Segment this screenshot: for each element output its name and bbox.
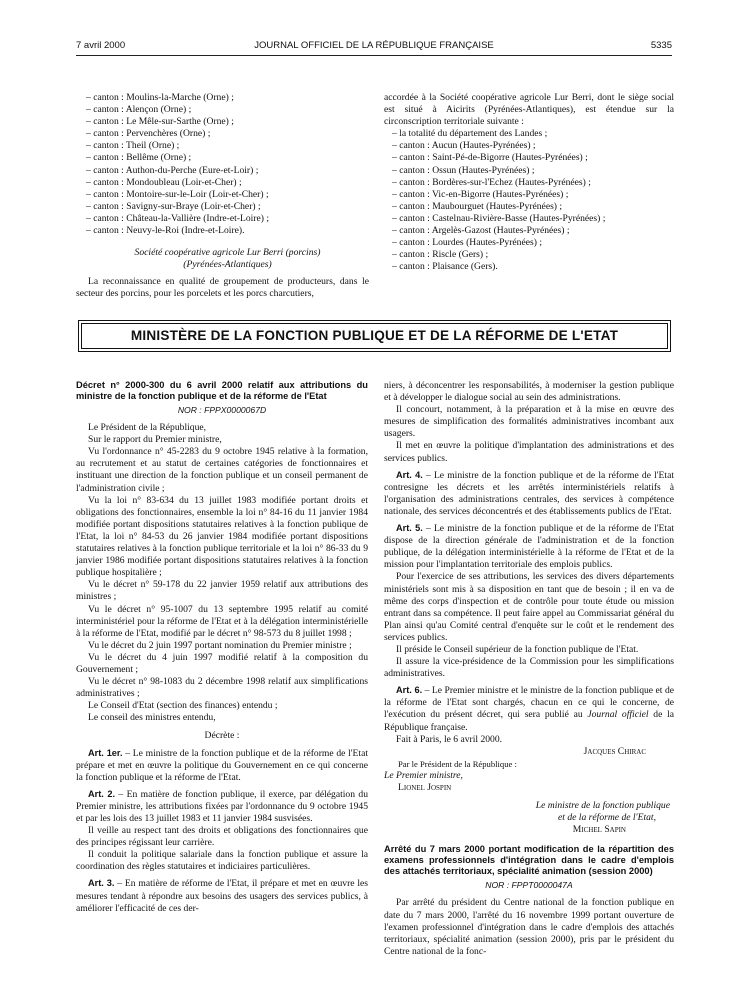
territory-item: – la totalité du département des Landes ; bbox=[392, 128, 548, 140]
article-paragraph: Il concourt, notamment, à la préparation et à la mise en œuvre des mesures de simplification des formalités administratives incombant aux usagers. bbox=[384, 404, 674, 440]
top-right-column bbox=[384, 92, 674, 273]
canton-line: – canton : Montoire-sur-le-Loir (Loir-et-Cher) ; bbox=[86, 188, 269, 200]
decree-paragraph: Le Conseil d'Etat (section des finances) entendu ; bbox=[88, 700, 278, 712]
header-journal-title: JOURNAL OFFICIEL DE LA RÉPUBLIQUE FRANÇAISE bbox=[254, 40, 494, 51]
fait-a-paris: Fait à Paris, le 6 avril 2000. bbox=[396, 733, 503, 745]
arrete-nor: NOR : FPPT0000047A bbox=[485, 880, 573, 891]
decree-title: Décret n° 2000-300 du 6 avril 2000 relatif aux attributions du ministre de la fonction publique et de la réforme de l'Etat bbox=[76, 380, 368, 401]
decree-paragraph: Vu le décret n° 98-1083 du 2 décembre 1998 relatif aux simplifications administratives ; bbox=[76, 676, 368, 700]
decree-paragraph: Vu l'ordonnance n° 45-2283 du 9 octobre 1945 relative à la formation, au recrutement et au statut de certaines catégories de fonctionnaires et instituant une direction de la fonction publique et un conseil permanent de l'administration civile ; bbox=[76, 446, 368, 494]
canton-line: – canton : Bellême (Orne) ; bbox=[86, 152, 192, 164]
canton-line: – canton : Alençon (Orne) ; bbox=[86, 104, 192, 116]
article-text: – Le ministre de la fonction publique et de la réforme de l'Etat dispose de la direction générale de l'administration et de la fonction publique, de la délégation interministérielle à la réforme de l'Etat et de la mission pour l'implantation territoriale des emplois publics. bbox=[384, 523, 674, 571]
coop-paragraph: La reconnaissance en qualité de groupement de producteurs, dans le secteur des porcins, pour les porcelets et les porcs charcutiers, bbox=[76, 276, 369, 300]
canton-line: – canton : Neuvy-le-Roi (Indre-et-Loire). bbox=[86, 225, 245, 237]
header-page-number: 5335 bbox=[650, 40, 672, 51]
page-header bbox=[76, 40, 672, 54]
journal-officiel-italic: Journal officiel bbox=[587, 709, 649, 721]
article-paragraph: Pour l'exercice de ses attributions, les services des divers départements ministériels sont mis à sa disposition en tant que de besoin ; il en va de même des corps d'inspection et de contrôle pour toute étude ou mission entrant dans sa compétence. Il peut faire appel au Commissariat général du Plan ainsi qu'au Comité central d'enquête sur le coût et le rendement des services publics. bbox=[384, 571, 674, 643]
decree-paragraph: Vu le décret n° 95-1007 du 13 septembre 1995 relatif au comité interministériel pour la réforme de l'Etat et à la délégation interministérielle à la réforme de l'Etat, modifié par le décret n° 98-573 du 8 juillet 1998 ; bbox=[76, 603, 368, 639]
arrete-title: Arrêté du 7 mars 2000 portant modification de la répartition des examens professionnels d'intégration dans le cadre d'emplois des attachés territoriaux, spécialité animation (session 2000) bbox=[384, 844, 674, 877]
canton-line: – canton : Savigny-sur-Braye (Loir-et-Cher) ; bbox=[86, 200, 261, 212]
ministre-title: Le ministre de la fonction publique bbox=[535, 800, 670, 812]
article-paragraph: Il conduit la politique salariale dans la fonction publique et assure la coordination des règles statutaires et indiciaires particulières. bbox=[76, 849, 368, 873]
ministre-name: Michel Sapin bbox=[572, 824, 626, 836]
territory-item: – canton : Bordères-sur-l'Echez (Hautes-Pyrénées) ; bbox=[392, 176, 591, 188]
ministry-banner: MINISTÈRE DE LA FONCTION PUBLIQUE ET DE LA RÉFORME DE L'ETAT bbox=[81, 323, 668, 349]
par-le-president: Par le Président de la République : bbox=[398, 758, 517, 769]
decrete-heading: Décrète : bbox=[204, 730, 240, 742]
decree-right-column bbox=[384, 380, 674, 958]
article-3 bbox=[76, 877, 368, 914]
canton-line: – canton : Le Mêle-sur-Sarthe (Orne) ; bbox=[86, 116, 234, 128]
territory-item: – canton : Saint-Pé-de-Bigorre (Hautes-Pyrénées) ; bbox=[392, 152, 588, 164]
signature-president: Jacques Chirac bbox=[583, 745, 646, 757]
article-5 bbox=[384, 522, 674, 571]
territory-item: – canton : Aucun (Hautes-Pyrénées) ; bbox=[392, 140, 536, 152]
article-text: – En matière de réforme de l'Etat, il prépare et met en œuvre les mesures tendant à répondre aux besoins des usagers des services publics, à améliorer l'efficacité de ces der- bbox=[76, 878, 368, 914]
decree-paragraph: Le Président de la République, bbox=[88, 422, 207, 434]
territory-item: – canton : Argelès-Gazost (Hautes-Pyrénées) ; bbox=[392, 225, 570, 237]
decree-left-column bbox=[76, 380, 368, 915]
canton-line: – canton : Château-la-Vallière (Indre-et-Loire) ; bbox=[86, 212, 269, 224]
decree-paragraph: Sur le rapport du Premier ministre, bbox=[88, 434, 222, 446]
article-label: Art. 3. bbox=[88, 878, 115, 889]
territory-item: – canton : Maubourguet (Hautes-Pyrénées) ; bbox=[392, 200, 563, 212]
canton-line: – canton : Authon-du-Perche (Eure-et-Loir) ; bbox=[86, 164, 259, 176]
decree-nor: NOR : FPPX0000067D bbox=[177, 405, 267, 415]
canton-line: – canton : Mondoubleau (Loir-et-Cher) ; bbox=[86, 176, 242, 188]
article-4 bbox=[384, 469, 674, 518]
article-text: – Le ministre de la fonction publique et de la réforme de l'Etat prépare et met en œuvre la politique du Gouvernement en ce qui concerne la fonction publique et la réforme de l'Etat. bbox=[76, 747, 368, 783]
article-text: – Le Premier ministre et le ministre de la fonction publique et de la réforme de l'Etat sont chargés, chacun en ce qui le concerne, de l'exécution du présent décret, qui sera publié au bbox=[384, 685, 674, 721]
header-rule bbox=[76, 55, 672, 56]
decree-paragraph: Vu la loi n° 83-634 du 13 juillet 1983 modifiée portant droits et obligations des fonctionnaires, ensemble la loi n° 84-16 du 11 janvier 1984 modifiée portant dispositions statutaires relatives à la fonction publique de l'Etat, la loi n° 84-53 du 26 janvier 1984 modifiée portant dispositions statutaires relatives à la fonction publique territoriale et la loi n° 86-33 du 9 janvier 1986 modifiée portant dispositions statutaires relatives à la fonction publique hospitalière ; bbox=[76, 494, 368, 579]
article-label: Art. 2. bbox=[88, 788, 116, 799]
article-label: Art. 5. bbox=[396, 523, 423, 534]
article-2 bbox=[76, 788, 368, 825]
article-label: Art. 4. bbox=[396, 469, 423, 480]
top-left-column bbox=[76, 92, 369, 301]
coop-subtitle: (Pyrénées-Atlantiques) bbox=[183, 259, 272, 271]
territory-item: – canton : Ossun (Hautes-Pyrénées) ; bbox=[392, 164, 535, 176]
premier-ministre-name: Lionel Jospin bbox=[398, 782, 452, 793]
extension-intro: accordée à la Société coopérative agricole Lur Berri, dont le siège social est situé à Aicirits (Pyrénées-Atlantiques), est étendue sur la circonscription territoriale suivante : bbox=[384, 92, 674, 128]
article-label: Art. 6. bbox=[396, 685, 423, 696]
territory-item: – canton : Lourdes (Hautes-Pyrénées) ; bbox=[392, 237, 542, 249]
article-paragraph: Il préside le Conseil supérieur de la fonction publique de l'Etat. bbox=[396, 643, 639, 655]
ministre-title: et de la réforme de l'Etat, bbox=[558, 812, 656, 824]
article-1 bbox=[76, 747, 368, 784]
article-6 bbox=[384, 684, 674, 733]
canton-line: – canton : Theil (Orne) ; bbox=[86, 140, 180, 152]
territory-item: – canton : Plaisance (Gers). bbox=[392, 261, 498, 273]
decree-paragraph: Le conseil des ministres entendu, bbox=[88, 712, 216, 724]
article-paragraph: niers, à déconcentrer les responsabilités, à moderniser la gestion publique et à développer le dialogue social au sein des administrations. bbox=[384, 380, 674, 404]
article-text: – En matière de fonction publique, il exerce, par délégation du Premier ministre, les attributions fixées par l'ordonnance du 9 octobre 1945 et par les lois des 13 juillet 1983 et 11 janvier 1984 susvisées. bbox=[76, 788, 368, 824]
canton-line: – canton : Pervenchères (Orne) ; bbox=[86, 128, 211, 140]
article-paragraph: Il met en œuvre la politique d'implantation des administrations et des services publics. bbox=[384, 440, 674, 464]
premier-ministre-title: Le Premier ministre, bbox=[384, 769, 463, 781]
territory-item: – canton : Castelnau-Rivière-Basse (Hautes-Pyrénées) ; bbox=[392, 212, 606, 224]
decree-paragraph: Vu le décret n° 59-178 du 22 janvier 1959 relatif aux attributions des ministres ; bbox=[76, 579, 368, 603]
arrete-text: Par arrêté du président du Centre national de la fonction publique en date du 7 mars 2000, l'arrêté du 16 novembre 1999 portant ouverture de l'examen professionnel d'intégration dans le cadre d'emplois des attachés territoriaux, spécialité animation (session 2000), pris par le président du Centre national de la fonc- bbox=[384, 897, 674, 957]
article-text: de la République française. bbox=[384, 709, 674, 733]
article-label: Art. 1er. bbox=[88, 747, 123, 758]
decree-paragraph: Vu le décret du 2 juin 1997 portant nomination du Premier ministre ; bbox=[88, 639, 352, 651]
article-text: – Le ministre de la fonction publique et de la réforme de l'Etat contresigne les décrets et les arrêtés interministériels relatifs à l'organisation des administrations centrales, des services à compétence nationale, des services déconcentrés et des établissements publics de l'Etat. bbox=[384, 469, 674, 517]
coop-title: Société coopérative agricole Lur Berri (porcins) bbox=[134, 247, 321, 259]
territory-item: – canton : Vic-en-Bigorre (Hautes-Pyrénées) ; bbox=[392, 188, 569, 200]
decree-paragraph: Vu le décret du 4 juin 1997 modifié relatif à la composition du Gouvernement ; bbox=[76, 651, 368, 675]
canton-line: – canton : Moulins-la-Marche (Orne) ; bbox=[86, 92, 234, 103]
article-paragraph: Il veille au respect tant des droits et obligations des fonctionnaires que des principes régissant leur carrière. bbox=[76, 825, 368, 849]
territory-item: – canton : Riscle (Gers) ; bbox=[392, 249, 489, 261]
header-date: 7 avril 2000 bbox=[76, 40, 126, 51]
article-paragraph: Il assure la vice-présidence de la Commission pour les simplifications administratives. bbox=[384, 656, 674, 680]
